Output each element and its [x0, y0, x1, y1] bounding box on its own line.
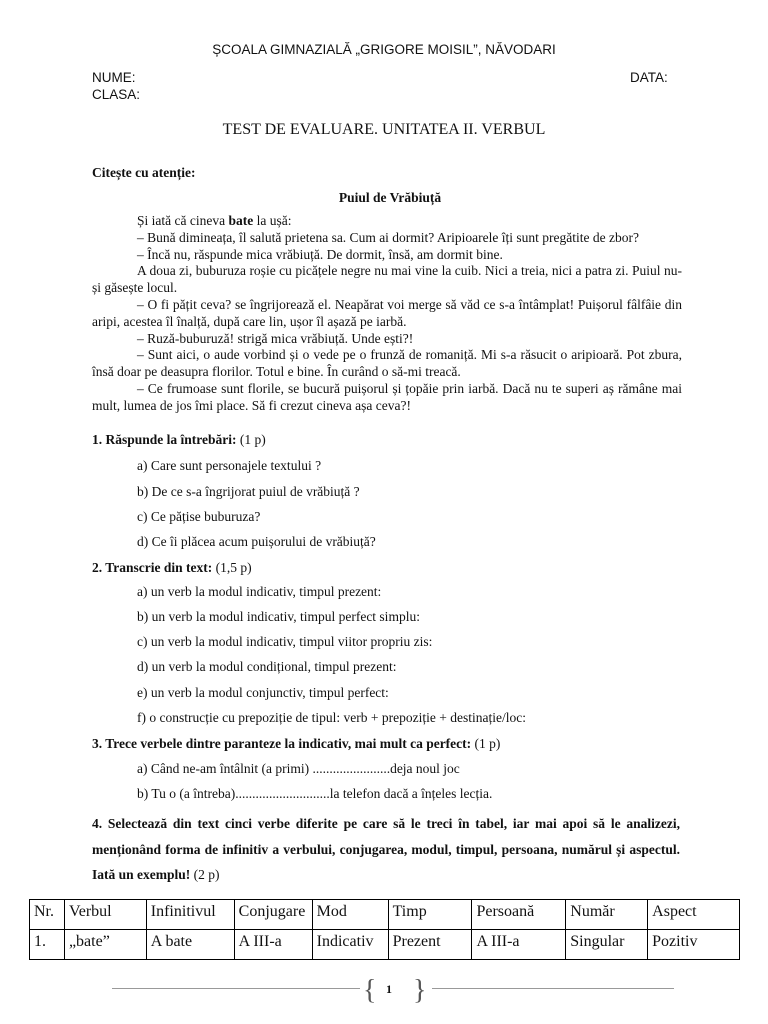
- header-cell: Persoană: [472, 900, 566, 930]
- header-cell: Număr: [566, 900, 648, 930]
- story-paragraph: Și iată că cineva bate la ușă:: [137, 213, 292, 228]
- table-cell: 1.: [30, 930, 65, 960]
- story-paragraph: – O fi pățit ceva? se îngrijorează el. Neapărat voi merge să văd ce s-a întâmplat! Puișorul fâlfâie din aripi, acestea îl înalță, după care lin, ușor îl așază pe iarbă.: [92, 296, 682, 329]
- name-label: NUME:: [92, 70, 136, 85]
- table-cell: Prezent: [388, 930, 472, 960]
- date-label: DATA:: [630, 70, 668, 85]
- story-paragraph: – Ce frumoase sunt florile, se bucură puișorul și țopăie prin iarbă. Dacă nu te superi aș rămâne mai mult, lumea de jos îmi place. Să fi crezut cineva așa ceva?!: [92, 380, 682, 413]
- footer-rule-right: [432, 988, 674, 989]
- table-cell: „bate”: [64, 930, 146, 960]
- test-title: TEST DE EVALUARE. UNITATEA II. VERBUL: [222, 121, 546, 138]
- left-brace-icon: {: [363, 975, 377, 1006]
- question-1-item: c) Ce pățise buburuza?: [137, 509, 261, 524]
- question-1-item: a) Care sunt personajele textului ?: [137, 458, 322, 473]
- table-cell: Indicativ: [312, 930, 388, 960]
- header-cell: Mod: [312, 900, 388, 930]
- question-2-item: c) un verb la modul indicativ, timpul viitor propriu zis:: [137, 634, 433, 649]
- table-cell: A III-a: [472, 930, 566, 960]
- story-paragraph: – Ruză-buburuză! strigă mica vrăbiuță. Unde ești?!: [137, 330, 414, 346]
- page-number: 1: [386, 982, 392, 996]
- question-2-item: f) o construcție cu prepoziție de tipul: verb + prepoziție + destinație/loc:: [137, 710, 526, 725]
- header-cell: Aspect: [648, 900, 740, 930]
- school-name: ȘCOALA GIMNAZIALĂ „GRIGORE MOISIL”, NĂVODARI: [212, 42, 556, 57]
- question-2: 2. Transcrie din text: (1,5 p): [92, 560, 252, 575]
- story-title: Puiul de Vrăbiuță: [338, 190, 442, 205]
- question-3: 3. Trece verbele dintre paranteze la indicativ, mai mult ca perfect: (1 p): [92, 736, 501, 751]
- story-paragraph: A doua zi, buburuza roșie cu picățele negre nu mai vine la cuib. Nici a treia, nici a patra zi. Puiul nu-și găsește locul.: [92, 263, 682, 296]
- story-text: [92, 213, 682, 415]
- reading-instruction: Citește cu atenție:: [92, 165, 196, 180]
- header-cell: Infinitivul: [146, 900, 234, 930]
- right-brace-icon: }: [413, 975, 427, 1006]
- question-4: 4. Selectează din text cinci verbe diferite pe care să le treci în tabel, iar mai apoi să le analizezi, menționând forma de infinitiv a verbului, conjugarea, modul, timpul, persoana, numărul și aspectul. Iată un exemplu! (2 p): [92, 816, 680, 882]
- question-3-item: b) Tu o (a întreba)............................la telefon dacă a înțeles lecția.: [137, 786, 493, 801]
- story-paragraph: – Încă nu, răspunde mica vrăbiuță. De dormit, însă, am dormit bine.: [137, 246, 503, 262]
- highlighted-verb: bate: [228, 213, 254, 228]
- header-cell: Verbul: [64, 900, 146, 930]
- question-3-item: a) Când ne-am întâlnit (a primi) .......................deja noul joc: [137, 761, 460, 776]
- question-2-item: d) un verb la modul condițional, timpul prezent:: [137, 659, 397, 674]
- header-cell: Conjugare: [234, 900, 312, 930]
- table-cell: A III-a: [234, 930, 312, 960]
- table-row: [30, 930, 740, 960]
- question-2-item: a) un verb la modul indicativ, timpul prezent:: [137, 584, 382, 599]
- verb-analysis-table: [29, 899, 740, 960]
- question-1-item: b) De ce s-a îngrijorat puiul de vrăbiuță ?: [137, 484, 360, 499]
- header-cell: Nr.: [30, 900, 65, 930]
- question-2-item: b) un verb la modul indicativ, timpul perfect simplu:: [137, 609, 420, 624]
- story-paragraph: – Bună dimineața, îl salută prietena sa. Cum ai dormit? Aripioarele îți sunt pregătite de zbor?: [137, 229, 639, 245]
- class-label: CLASA:: [92, 87, 141, 102]
- question-2-item: e) un verb la modul conjunctiv, timpul perfect:: [137, 685, 389, 700]
- table-header-row: [30, 900, 740, 930]
- question-1: 1. Răspunde la întrebări: (1 p): [92, 432, 266, 447]
- story-paragraph: – Sunt aici, o aude vorbind și o vede pe o frunză de romaniță. Mi s-a răsucit o aripioară. Pot zbura, însă doar pe deasupra florilor. Totul e bine. În curând o să-mi treacă.: [92, 347, 682, 380]
- question-1-item: d) Ce îi plăcea acum puișorului de vrăbiuță?: [137, 534, 376, 549]
- table-cell: A bate: [146, 930, 234, 960]
- table-cell: Pozitiv: [648, 930, 740, 960]
- table-cell: Singular: [566, 930, 648, 960]
- footer-rule-left: [112, 988, 360, 989]
- header-cell: Timp: [388, 900, 472, 930]
